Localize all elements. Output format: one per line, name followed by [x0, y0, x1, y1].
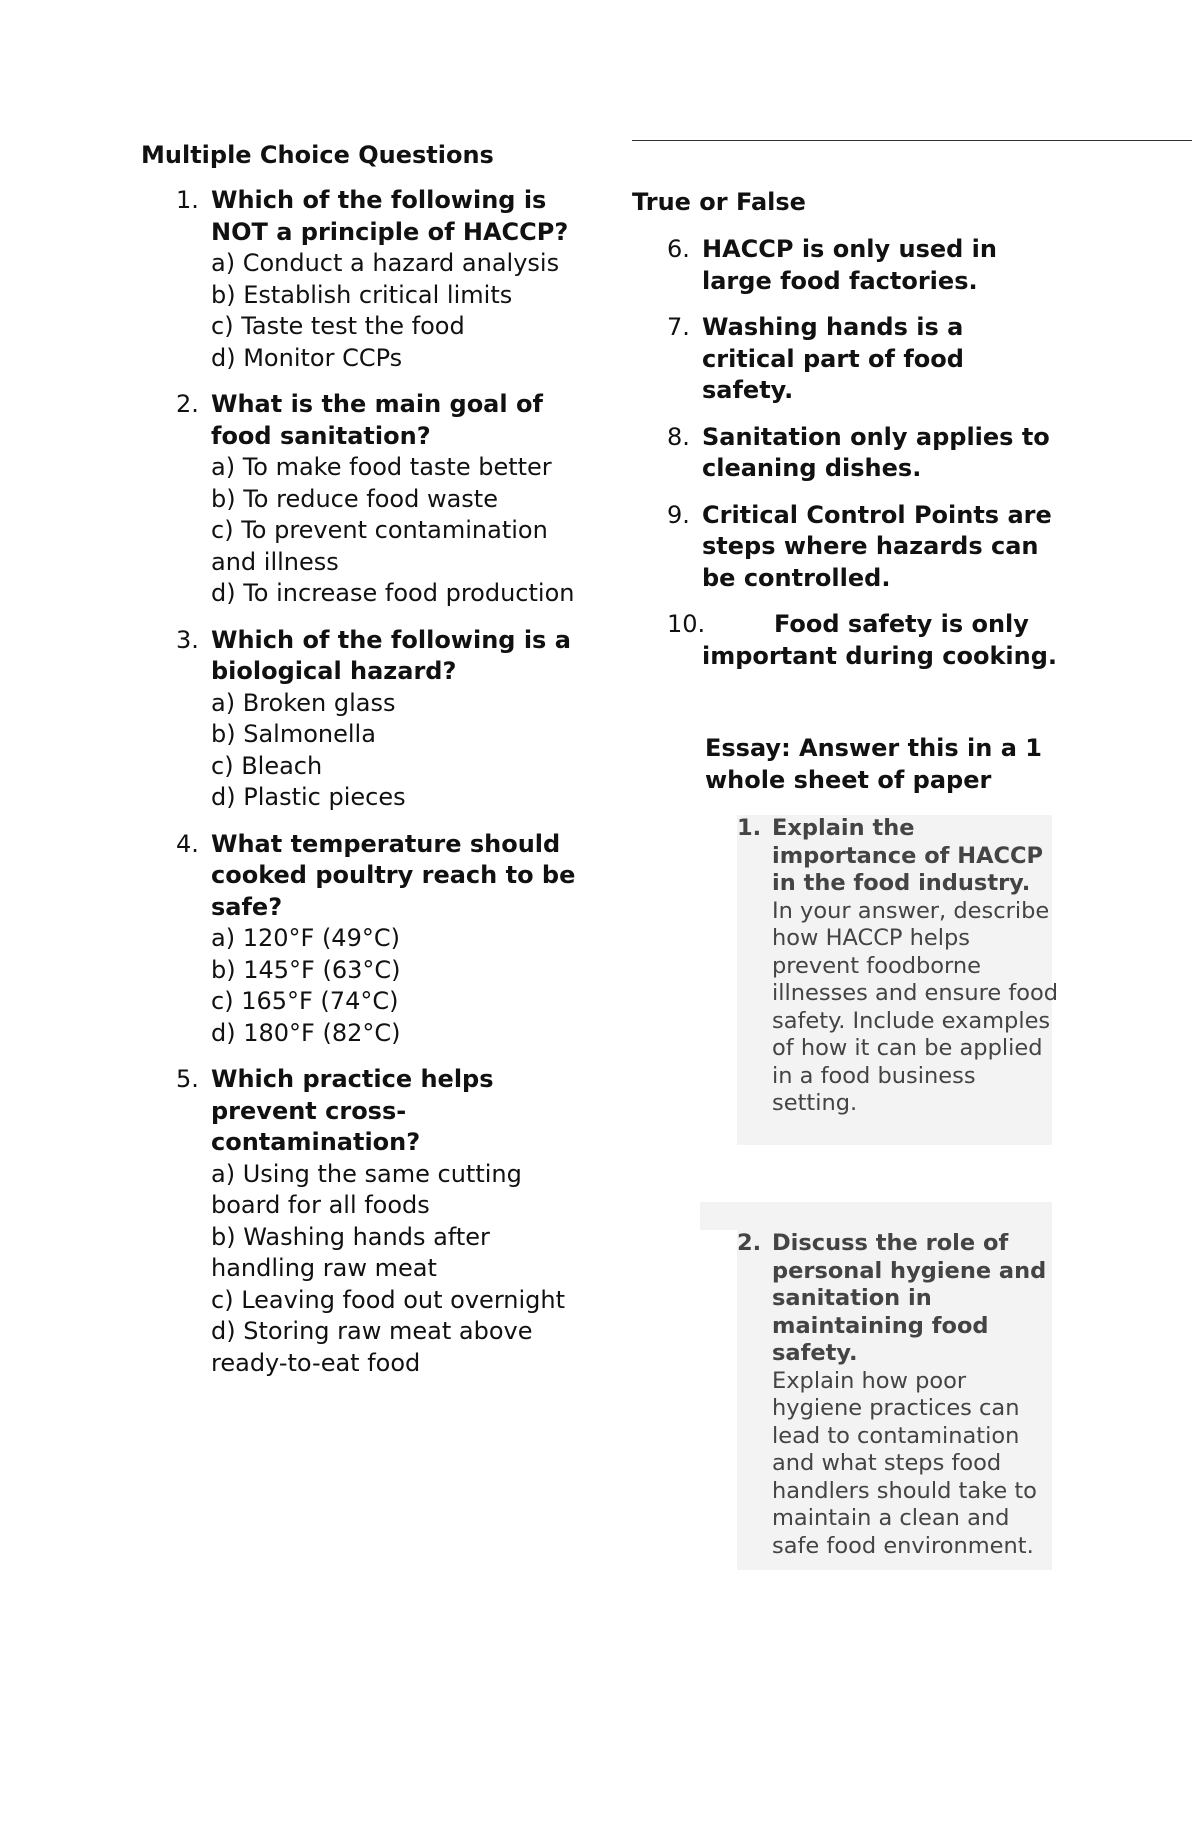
question-text: What temperature should cooked poultry reach to be safe? — [211, 829, 576, 921]
option: a) Using the same cutting board for all foods — [211, 1159, 522, 1219]
question-4 — [141, 829, 581, 1050]
mcq-heading: Multiple Choice Questions — [141, 141, 494, 169]
essay-title: Explain the importance of HACCP in the food industry. — [772, 815, 1044, 896]
option: b) 145°F (63°C) — [211, 955, 401, 984]
option: c) Bleach — [211, 751, 323, 780]
option: b) Establish critical limits — [211, 280, 513, 309]
tf-item-6 — [632, 234, 1062, 297]
option: c) 165°F (74°C) — [211, 987, 399, 1015]
option: a) To make food taste better — [211, 453, 552, 481]
question-text: What is the main goal of food sanitation? — [211, 390, 543, 450]
essay-heading: Essay: Answer this in a 1 whole sheet of paper — [705, 734, 1042, 794]
essay-number: 1. — [737, 815, 762, 841]
question-number: 4. — [176, 829, 199, 858]
tf-statement: Critical Control Points are steps where hazards can be controlled. — [702, 500, 1052, 592]
question-3 — [141, 625, 581, 814]
essay-item-2 — [737, 1230, 1052, 1570]
question-text: Which practice helps prevent cross-contamination? — [211, 1065, 494, 1156]
tf-statement: Washing hands is a critical part of food safety. — [702, 313, 964, 404]
essay-body — [772, 815, 1062, 1118]
option: b) Salmonella — [211, 720, 376, 748]
tf-number: 8. — [667, 422, 690, 451]
option: b) To reduce food waste — [211, 484, 498, 513]
option: d) Plastic pieces — [211, 783, 406, 811]
question-text: Which of the following is a biological hazard? — [211, 625, 571, 685]
true-false-list — [632, 234, 1062, 687]
option: d) Monitor CCPs — [211, 343, 403, 372]
essay-item-1 — [737, 815, 1059, 1145]
tf-item-10 — [632, 609, 1062, 672]
tf-item-9 — [632, 500, 1062, 595]
question-number: 5. — [176, 1065, 199, 1093]
option: a) Conduct a hazard analysis — [211, 249, 560, 277]
option: a) Broken glass — [211, 688, 396, 717]
question-number: 3. — [176, 625, 199, 654]
essay-spacer-shade — [700, 1202, 1052, 1230]
tf-item-8 — [632, 422, 1062, 485]
header-rule — [632, 140, 1192, 141]
essay-detail: In your answer, describe how HACCP helps prevent foodborne illnesses and ensure food safety. Include examples of how it can be applied in a food business setting. — [772, 897, 1059, 1116]
essay-detail: Explain how poor hygiene practices can lead to contamination and what steps food handlers should take to maintain a clean and safe food environment. — [772, 1367, 1037, 1559]
tf-statement: HACCP is only used in large food factories. — [702, 235, 997, 295]
tf-statement: Food safety is only important during cooking. — [702, 610, 1058, 670]
tf-number: 7. — [667, 313, 690, 341]
true-false-heading: True or False — [632, 188, 806, 216]
tf-number: 6. — [667, 235, 690, 263]
tf-number: 9. — [667, 500, 690, 529]
tf-item-7 — [632, 312, 1062, 407]
essay-number: 2. — [737, 1230, 762, 1256]
question-1 — [141, 185, 581, 374]
question-number: 2. — [176, 390, 199, 418]
question-text: Which of the following is NOT a principle of HACCP? — [211, 186, 569, 246]
question-number: 1. — [176, 186, 199, 214]
question-5 — [141, 1064, 581, 1379]
option: d) To increase food production — [211, 579, 575, 607]
option: c) Leaving food out overnight — [211, 1285, 565, 1314]
mcq-list — [141, 185, 581, 1394]
option: c) Taste test the food — [211, 312, 465, 340]
option: b) Washing hands after handling raw meat — [211, 1222, 490, 1282]
essay-title: Discuss the role of personal hygiene and sanitation in maintaining food safety. — [772, 1230, 1047, 1366]
option: d) Storing raw meat above ready-to-eat food — [211, 1317, 533, 1377]
question-2 — [141, 389, 581, 610]
option: c) To prevent contamination and illness — [211, 516, 548, 576]
essay-body — [772, 1230, 1062, 1560]
tf-number: 10. — [667, 610, 706, 638]
option: d) 180°F (82°C) — [211, 1018, 401, 1047]
option: a) 120°F (49°C) — [211, 924, 400, 952]
tf-statement: Sanitation only applies to cleaning dishes. — [702, 422, 1050, 482]
